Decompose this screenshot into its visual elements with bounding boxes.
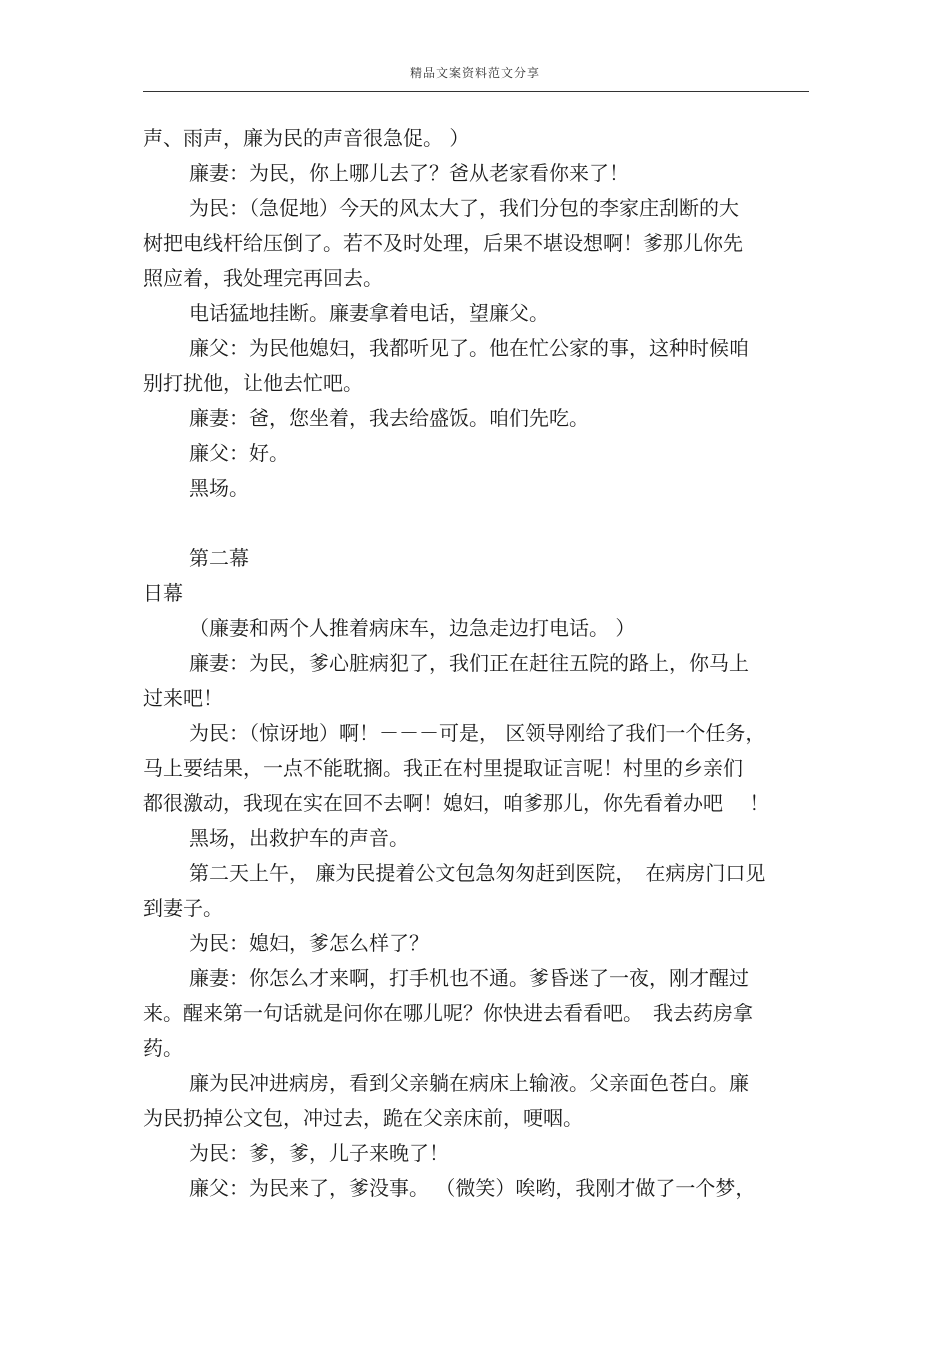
text-line: 为民：（急促地）今天的风太大了，我们分包的李家庄刮断的大 xyxy=(189,196,739,220)
paragraph xyxy=(143,401,809,436)
text-line: 来。醒来第一句话就是问你在哪儿呢？你快进去看看吧。 我去药房拿 xyxy=(143,1001,753,1025)
header-divider xyxy=(143,91,809,92)
text-line: 为民扔掉公文包，冲过去，跪在父亲床前，哽咽。 xyxy=(143,1106,583,1130)
text-line: 廉父：为民他媳妇，我都听见了。他在忙公家的事，这种时候咱 xyxy=(189,336,749,360)
text-line: 日幕 xyxy=(143,581,183,605)
text-line: 廉妻：爸，您坐着，我去给盛饭。咱们先吃。 xyxy=(189,406,589,430)
text-line: 电话猛地挂断。廉妻拿着电话，望廉父。 xyxy=(189,301,549,325)
text-line: 黑场，出救护车的声音。 xyxy=(189,826,409,850)
text-line: 廉为民冲进病房，看到父亲躺在病床上输液。父亲面色苍白。廉 xyxy=(189,1071,749,1095)
paragraph xyxy=(143,926,809,961)
text-line: 马上要结果，一点不能耽搁。我正在村里提取证言呢！村里的乡亲们 xyxy=(143,756,743,780)
text-line: （廉妻和两个人推着病床车，边急走边打电话。 ） xyxy=(189,616,636,640)
paragraph xyxy=(143,646,809,716)
paragraph xyxy=(143,611,809,646)
text-line: 树把电线杆给压倒了。若不及时处理，后果不堪设想啊！爹那儿你先 xyxy=(143,231,743,255)
text-line: 药。 xyxy=(143,1036,183,1060)
paragraph xyxy=(143,331,809,401)
paragraph xyxy=(143,156,809,191)
paragraph xyxy=(143,576,809,611)
paragraph xyxy=(143,821,809,856)
text-line: 为民：媳妇，爹怎么样了？ xyxy=(189,931,429,955)
text-line: 第二天上午， 廉为民提着公文包急匆匆赶到医院， 在病房门口见 xyxy=(189,861,766,885)
paragraph xyxy=(143,1066,809,1136)
paragraph xyxy=(143,716,809,821)
text-line: 到妻子。 xyxy=(143,896,223,920)
page-header: 精品文案资料范文分享 xyxy=(409,66,540,80)
text-line: 为民：（惊讶地）啊！－－－可是， 区领导刚给了我们一个任务， xyxy=(189,721,766,745)
paragraph xyxy=(143,1171,809,1206)
text-line: 别打扰他，让他去忙吧。 xyxy=(143,371,363,395)
text-line: 廉妻：你怎么才来啊，打手机也不通。爹昏迷了一夜，刚才醒过 xyxy=(189,966,749,990)
paragraph xyxy=(143,121,809,156)
paragraph xyxy=(143,296,809,331)
text-line: 黑场。 xyxy=(189,476,249,500)
paragraph xyxy=(143,471,809,506)
text-line: 廉父：好。 xyxy=(189,441,289,465)
blank-line xyxy=(143,506,809,541)
text-line: 廉妻：为民，爹心脏病犯了，我们正在赶往五院的路上，你马上 xyxy=(189,651,749,675)
document-body xyxy=(143,121,809,1206)
text-line: 为民：爹，爹，儿子来晚了！ xyxy=(189,1141,449,1165)
text-line: 照应着，我处理完再回去。 xyxy=(143,266,383,290)
paragraph xyxy=(143,856,809,926)
text-line: 第二幕 xyxy=(189,546,249,570)
paragraph xyxy=(143,436,809,471)
text-line: 廉父：为民来了，爹没事。 （微笑）唉哟，我刚才做了一个梦， xyxy=(189,1176,756,1200)
text-line: 都很激动，我现在实在回不去啊！媳妇，咱爹那儿，你先看着办吧 ！ xyxy=(143,791,770,815)
paragraph xyxy=(143,541,809,576)
paragraph xyxy=(143,191,809,296)
paragraph xyxy=(143,961,809,1066)
paragraph xyxy=(143,1136,809,1171)
text-line: 声、雨声，廉为民的声音很急促。 ） xyxy=(143,126,470,150)
text-line: 过来吧！ xyxy=(143,686,223,710)
text-line: 廉妻：为民，你上哪儿去了？爸从老家看你来了！ xyxy=(189,161,629,185)
